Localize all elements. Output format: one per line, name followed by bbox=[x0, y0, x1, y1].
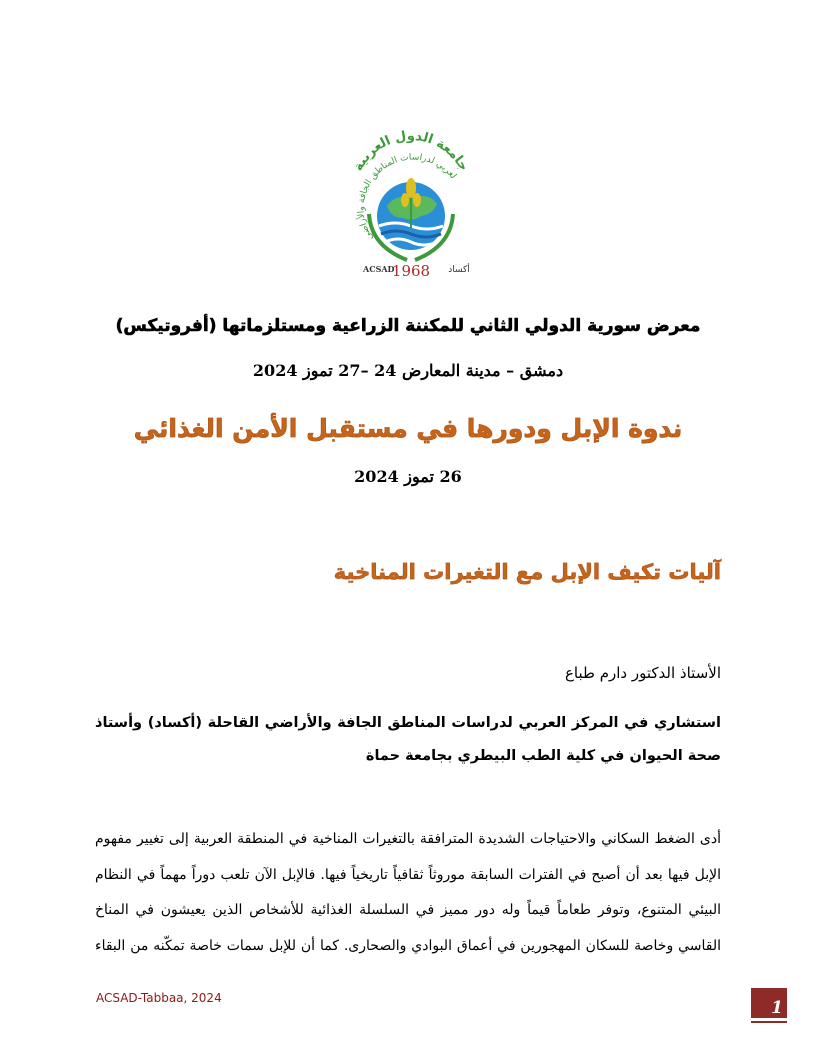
expo-title: معرض سورية الدولي الثاني للمكننة الزراعية ومستلزماتها (أفروتيكس) bbox=[115, 316, 701, 336]
symposium-title: ندوة الإبل ودورها في مستقبل الأمن الغذائي bbox=[133, 414, 683, 443]
acsad-emblem-icon bbox=[333, 118, 489, 288]
logo-year: 1968 bbox=[391, 262, 431, 280]
author-affiliation: استشاري في المركز العربي لدراسات المناطق الجافة والأراضي القاحلة (أكساد) وأستاذ صحة الحيوان في كلية الطب البيطري بجامعة حماة bbox=[95, 715, 721, 764]
svg-text:جامعة الدول العربية bbox=[351, 129, 471, 174]
logo-acronym-ar: أكساد bbox=[448, 265, 470, 275]
logo-arc-top-text: جامعة الدول العربية bbox=[350, 128, 472, 174]
acsad-logo bbox=[333, 118, 489, 288]
symposium-date: 26 تموز 2024 bbox=[354, 467, 462, 486]
footer-credit: ACSAD-Tabbaa, 2024 bbox=[96, 991, 222, 1005]
body-paragraph: أدى الضغط السكاني والاحتياجات الشديدة المترافقة بالتغيرات المناخية في المنطقة العربية إلى تغيير مفهوم الإبل فيها بعد أن أصبح في الفترات السابقة موروثاً ثقافياً تاريخياً فيها. فالإبل الآن تلعب دوراً مهماً في النظام البيئي المتنوع، وتوفر طعاماً قيماً وله دور مميز في السلسلة الغذائية للأشخاص الذين يعيشون في المناخ القاسي وخاصة للسكان المهجورين في أعماق البوادي والصحارى. كما أن للإبل سمات خاصة تمكّنه من البقاء bbox=[95, 831, 721, 954]
page-number-box bbox=[751, 988, 787, 1018]
logo-acronym-en: ACSAD bbox=[363, 264, 395, 274]
author-name: الأستاذ الدكتور دارم طباع bbox=[564, 664, 721, 682]
expo-place-date: دمشق – مدينة المعارض 24 –27 تموز 2024 bbox=[252, 361, 564, 380]
page-number: 1 bbox=[771, 998, 783, 1018]
paper-topic-title: آليات تكيف الإبل مع التغيرات المناخية bbox=[333, 560, 721, 584]
logo-arc-side-text: لعربي لدراسات المناطق الجافة والأراضي bbox=[356, 152, 458, 243]
page-number-underline bbox=[751, 1021, 787, 1023]
